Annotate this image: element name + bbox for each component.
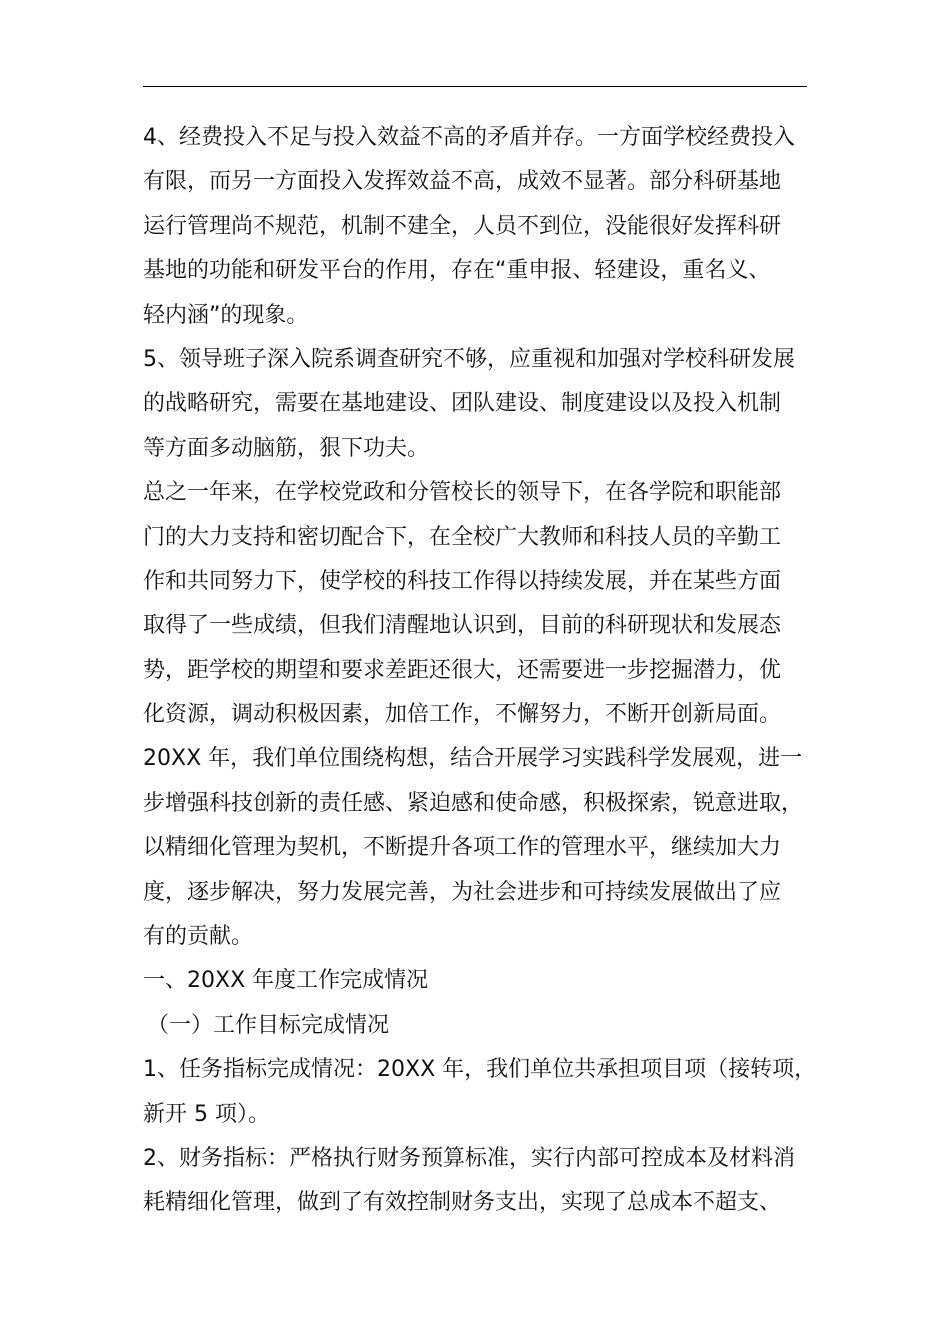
text-line: 的战略研究，需要在基地建设、团队建设、制度建设以及投入机制	[143, 391, 782, 417]
text-line: 等方面多动脑筋，狠下功夫。	[143, 435, 430, 461]
text-line: 5、领导班子深入院系调查研究不够，应重视和加强对学校科研发展	[143, 346, 795, 372]
text-line: 20XX 年，我们单位围绕构想，结合开展学习实践科学发展观，进一	[143, 746, 803, 772]
section-heading: 一、20XX 年度工作完成情况	[143, 968, 429, 994]
text-line: 2、财务指标：严格执行财务预算标准，实行内部可控成本及材料消	[143, 1145, 795, 1171]
text-line: 有的贡献。	[143, 924, 254, 950]
text-line: 运行管理尚不规范，机制不建全，人员不到位，没能很好发挥科研	[143, 213, 782, 239]
text-line: 取得了一些成绩，但我们清醒地认识到，目前的科研现状和发展态	[143, 613, 782, 639]
header-rule	[143, 86, 807, 87]
text-line: 4、经费投入不足与投入效益不高的矛盾并存。一方面学校经费投入	[143, 125, 795, 150]
text-line: 度，逐步解决，努力发展完善，为社会进步和可持续发展做出了应	[143, 879, 782, 905]
text-line: 步增强科技创新的责任感、紧迫感和使命感，积极探索，锐意进取，	[143, 790, 804, 816]
text-line: 耗精细化管理，做到了有效控制财务支出，实现了总成本不超支、	[143, 1190, 782, 1216]
text-line: 以精细化管理为契机，不断提升各项工作的管理水平，继续加大力	[143, 835, 782, 861]
text-line: 基地的功能和研发平台的作用，存在“重申报、轻建设，重名义、	[143, 258, 771, 284]
document-body	[143, 116, 815, 1226]
text-line: 1、任务指标完成情况：20XX 年，我们单位共承担项目项（接转项，	[143, 1057, 817, 1083]
text-line: 作和共同努力下，使学校的科技工作得以持续发展，并在某些方面	[143, 568, 782, 594]
text-line: 化资源，调动积极因素，加倍工作，不懈努力，不断开创新局面。	[143, 702, 782, 728]
text-line: 势，距学校的期望和要求差距还很大，还需要进一步挖掘潜力，优	[143, 657, 782, 683]
text-line: 门的大力支持和密切配合下，在全校广大教师和科技人员的辛勤工	[143, 524, 782, 550]
text-line: 轻内涵”的现象。	[143, 302, 309, 328]
text-line: 总之一年来，在学校党政和分管校长的领导下，在各学院和职能部	[143, 480, 782, 506]
text-line: 有限，而另一方面投入发挥效益不高，成效不显著。部分科研基地	[143, 169, 782, 195]
text-line: 新开 5 项）。	[143, 1101, 270, 1127]
subsection-heading: （一）工作目标完成情况	[147, 1012, 390, 1038]
